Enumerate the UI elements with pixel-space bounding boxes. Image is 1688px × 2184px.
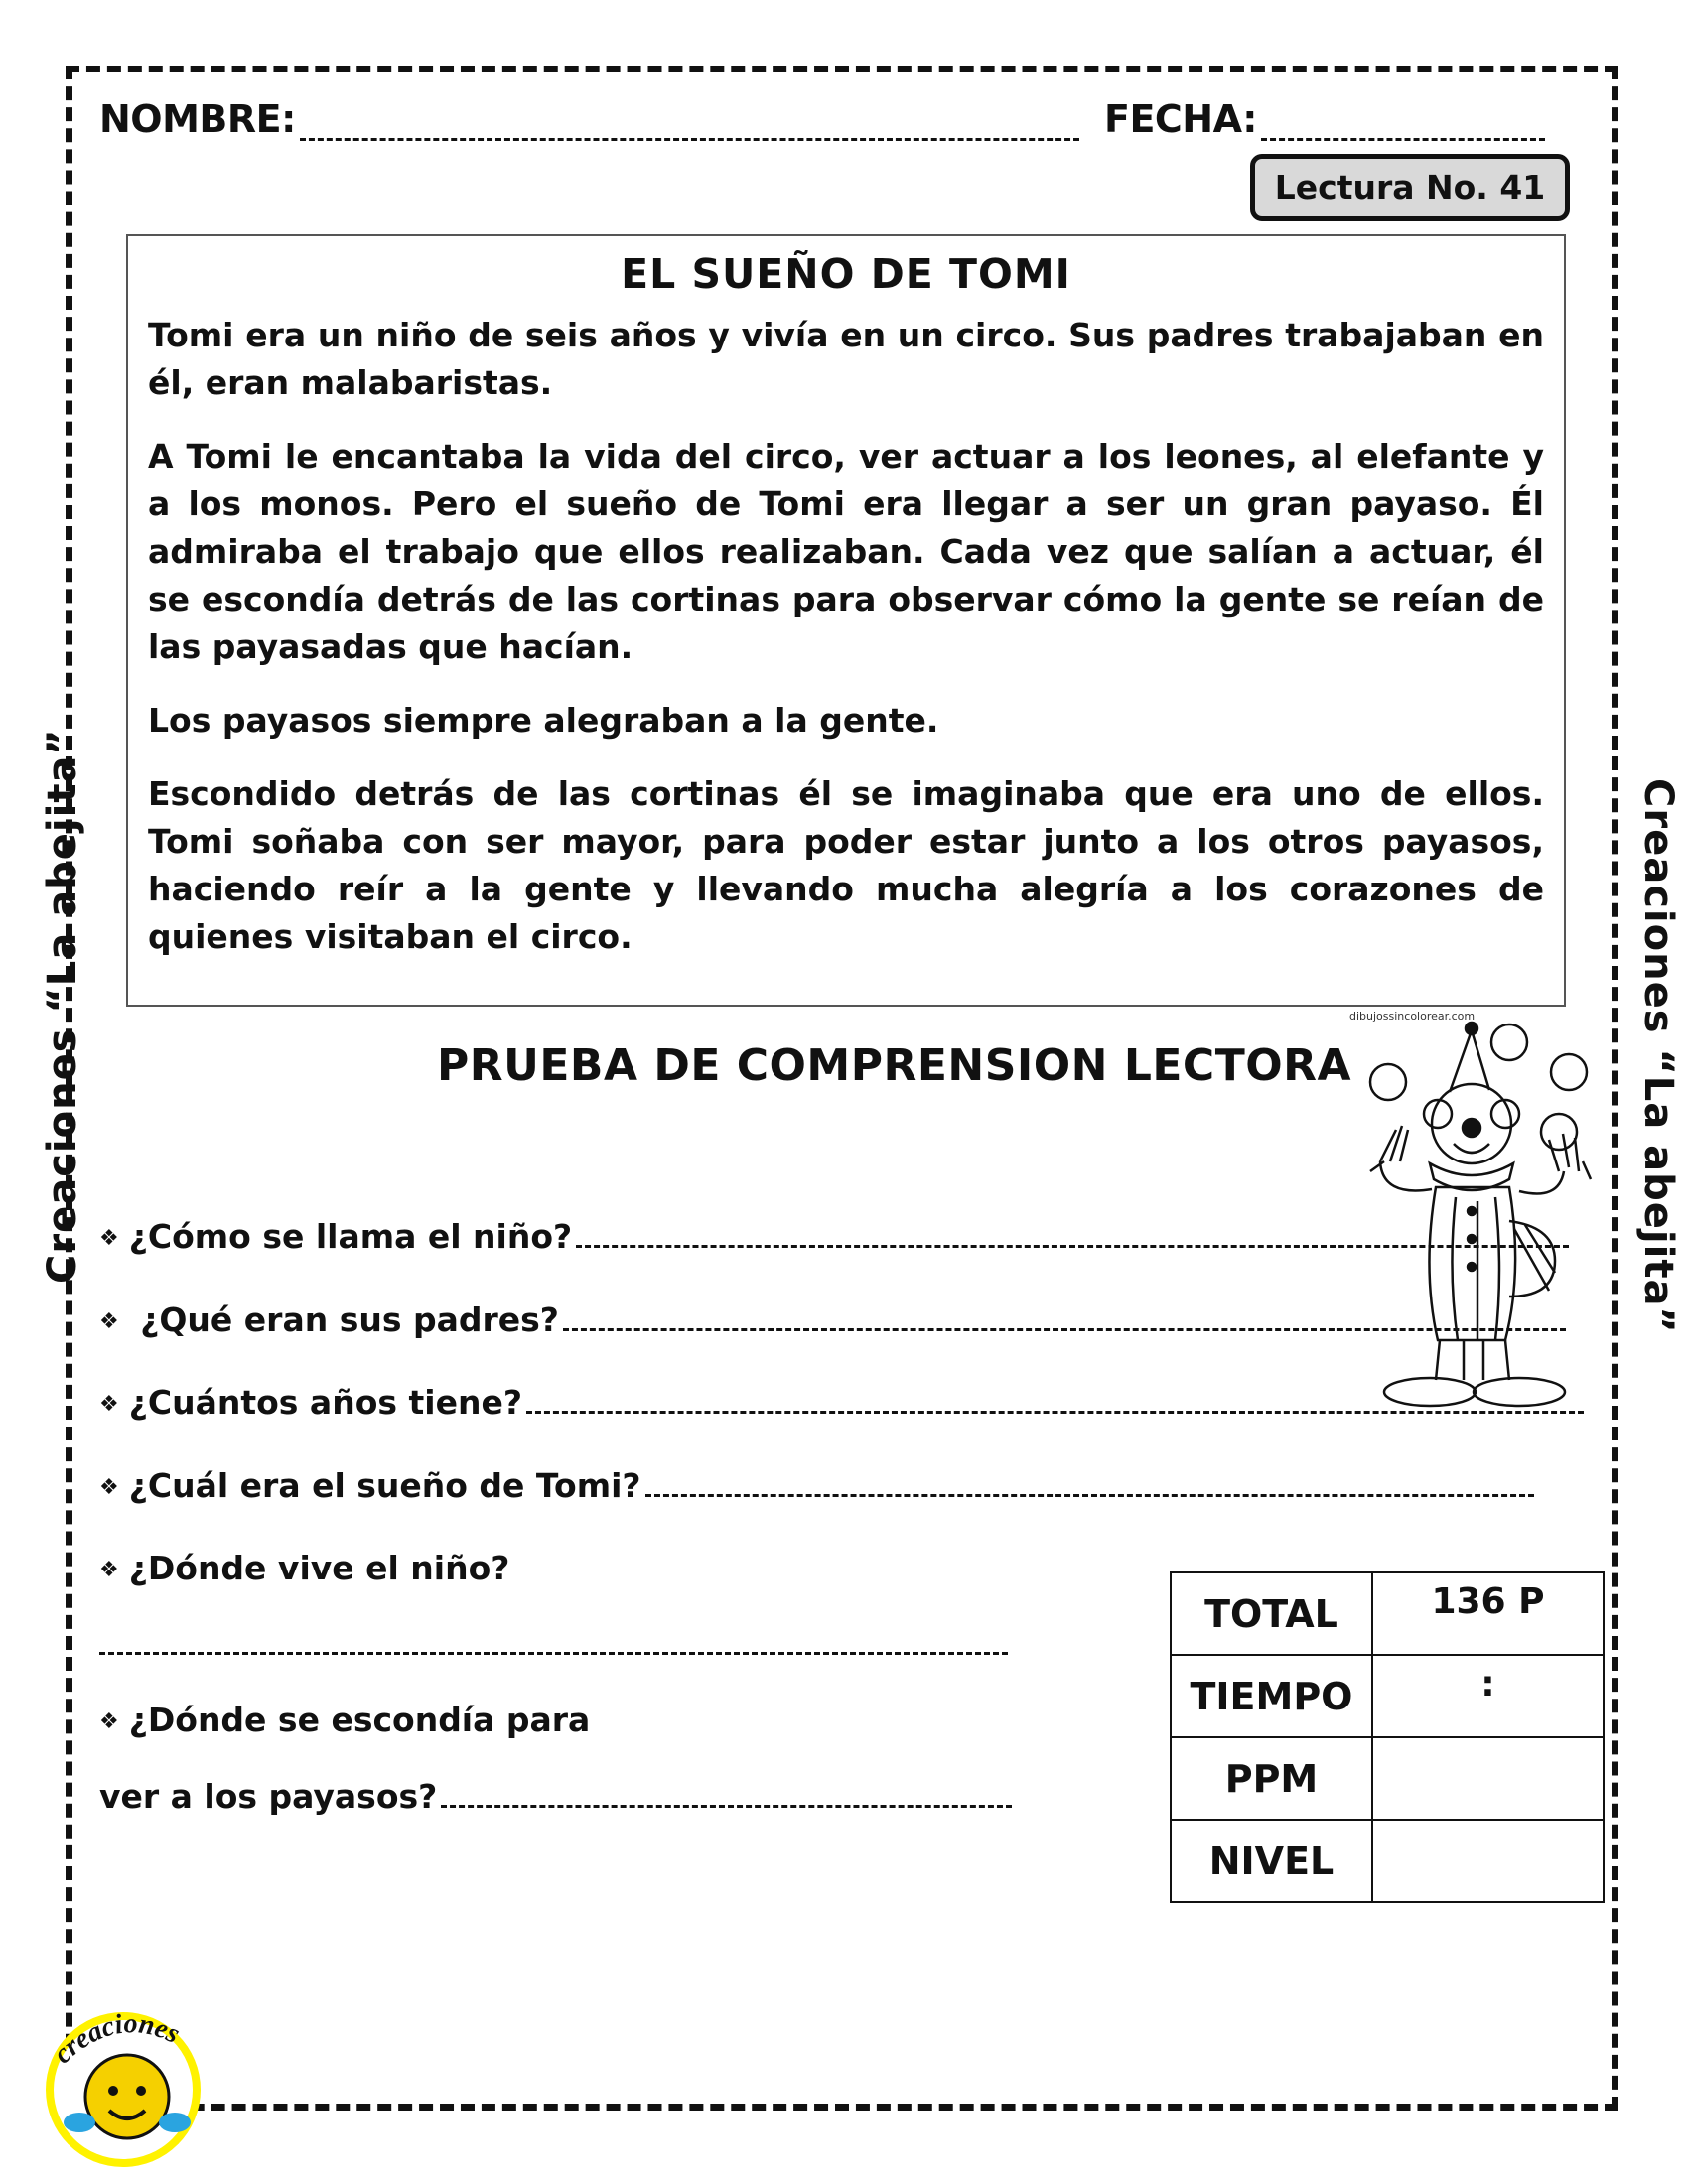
story-paragraph: Los payasos siempre alegraban a la gente.	[148, 701, 939, 740]
name-line[interactable]	[300, 108, 1079, 141]
story-paragraph: Tomi era un niño de seis años y vivía en un circo. Sus padres trabajaban en él, eran malabaristas.	[148, 316, 1544, 402]
question-text: ¿Qué eran sus padres?	[128, 1300, 559, 1339]
side-credit-left: Creaciones “La abejita”	[40, 728, 85, 1284]
question-text: ¿Cómo se llama el niño?	[128, 1217, 573, 1256]
score-label: PPM	[1171, 1737, 1372, 1820]
diamond-bullet-icon: ❖	[99, 1226, 119, 1251]
question-text: ¿Dónde se escondía para	[128, 1701, 591, 1739]
date-field[interactable]	[1104, 97, 1545, 141]
answer-line[interactable]	[99, 1652, 1008, 1655]
score-value[interactable]: :	[1372, 1655, 1604, 1737]
question-row[interactable]	[99, 1217, 1569, 1256]
story-title: EL SUEÑO DE TOMI	[621, 250, 1071, 298]
score-value[interactable]: 136 P	[1372, 1572, 1604, 1655]
story-paragraph: A Tomi le encantaba la vida del circo, ver actuar a los leones, al elefante y a los monos. Pero el sueño de Tomi era llegar a ser un gran payaso. Él admiraba el trabajo que ellos realizaban. Cada vez que salían a actuar, él se escondía detrás de las cortinas para observar cómo la gente se reían de las payasadas que hacían.	[148, 437, 1544, 666]
test-title: PRUEBA DE COMPRENSION LECTORA	[437, 1040, 1352, 1091]
question-row[interactable]	[99, 1777, 1012, 1816]
diamond-bullet-icon: ❖	[99, 1475, 119, 1500]
side-credit-right: Creaciones “La abejita”	[1635, 778, 1681, 1334]
answer-line[interactable]	[563, 1308, 1566, 1331]
juggling-clown-illustration	[1360, 1013, 1620, 1410]
reading-number-badge: Lectura No. 41	[1250, 154, 1570, 221]
answer-line[interactable]	[526, 1391, 1584, 1414]
question-row[interactable]	[99, 1300, 1566, 1339]
question-text: ¿Cuántos años tiene?	[128, 1383, 522, 1422]
question-row	[99, 1549, 509, 1587]
diamond-bullet-icon: ❖	[99, 1709, 119, 1734]
score-label: NIVEL	[1171, 1820, 1372, 1902]
name-label: NOMBRE:	[99, 97, 296, 141]
answer-line[interactable]	[645, 1474, 1534, 1497]
diamond-bullet-icon: ❖	[99, 1309, 119, 1334]
score-row	[1171, 1737, 1604, 1820]
diamond-bullet-icon: ❖	[99, 1558, 119, 1582]
bee-logo	[44, 1995, 212, 2174]
score-row	[1171, 1572, 1604, 1655]
score-row	[1171, 1820, 1604, 1902]
question-text: ver a los payasos?	[99, 1777, 438, 1816]
image-credit: dibujossincolorear.com	[1349, 1010, 1476, 1023]
question-text: ¿Cuál era el sueño de Tomi?	[128, 1466, 641, 1505]
score-row	[1171, 1655, 1604, 1737]
logo-text: creaciones	[47, 2008, 185, 2070]
date-line[interactable]	[1261, 108, 1545, 141]
diamond-bullet-icon: ❖	[99, 1392, 119, 1417]
score-label: TIEMPO	[1171, 1655, 1372, 1737]
score-label: TOTAL	[1171, 1572, 1372, 1655]
question-row[interactable]	[99, 1383, 1584, 1422]
score-value[interactable]	[1372, 1737, 1604, 1820]
score-table	[1170, 1571, 1605, 1903]
story-box	[126, 234, 1566, 1007]
question-row[interactable]	[99, 1466, 1534, 1505]
score-value[interactable]	[1372, 1820, 1604, 1902]
answer-line[interactable]	[576, 1225, 1569, 1248]
date-label: FECHA:	[1104, 97, 1257, 141]
question-row	[99, 1701, 590, 1739]
answer-line[interactable]	[441, 1785, 1012, 1808]
story-paragraph: Escondido detrás de las cortinas él se imaginaba que era uno de ellos. Tomi soñaba con ser mayor, para poder estar junto a los otros payasos, haciendo reír a la gente y llevando mucha alegría a los corazones de quienes visitaban el circo.	[148, 774, 1544, 956]
name-field[interactable]	[99, 97, 1079, 141]
question-text: ¿Dónde vive el niño?	[128, 1549, 510, 1587]
